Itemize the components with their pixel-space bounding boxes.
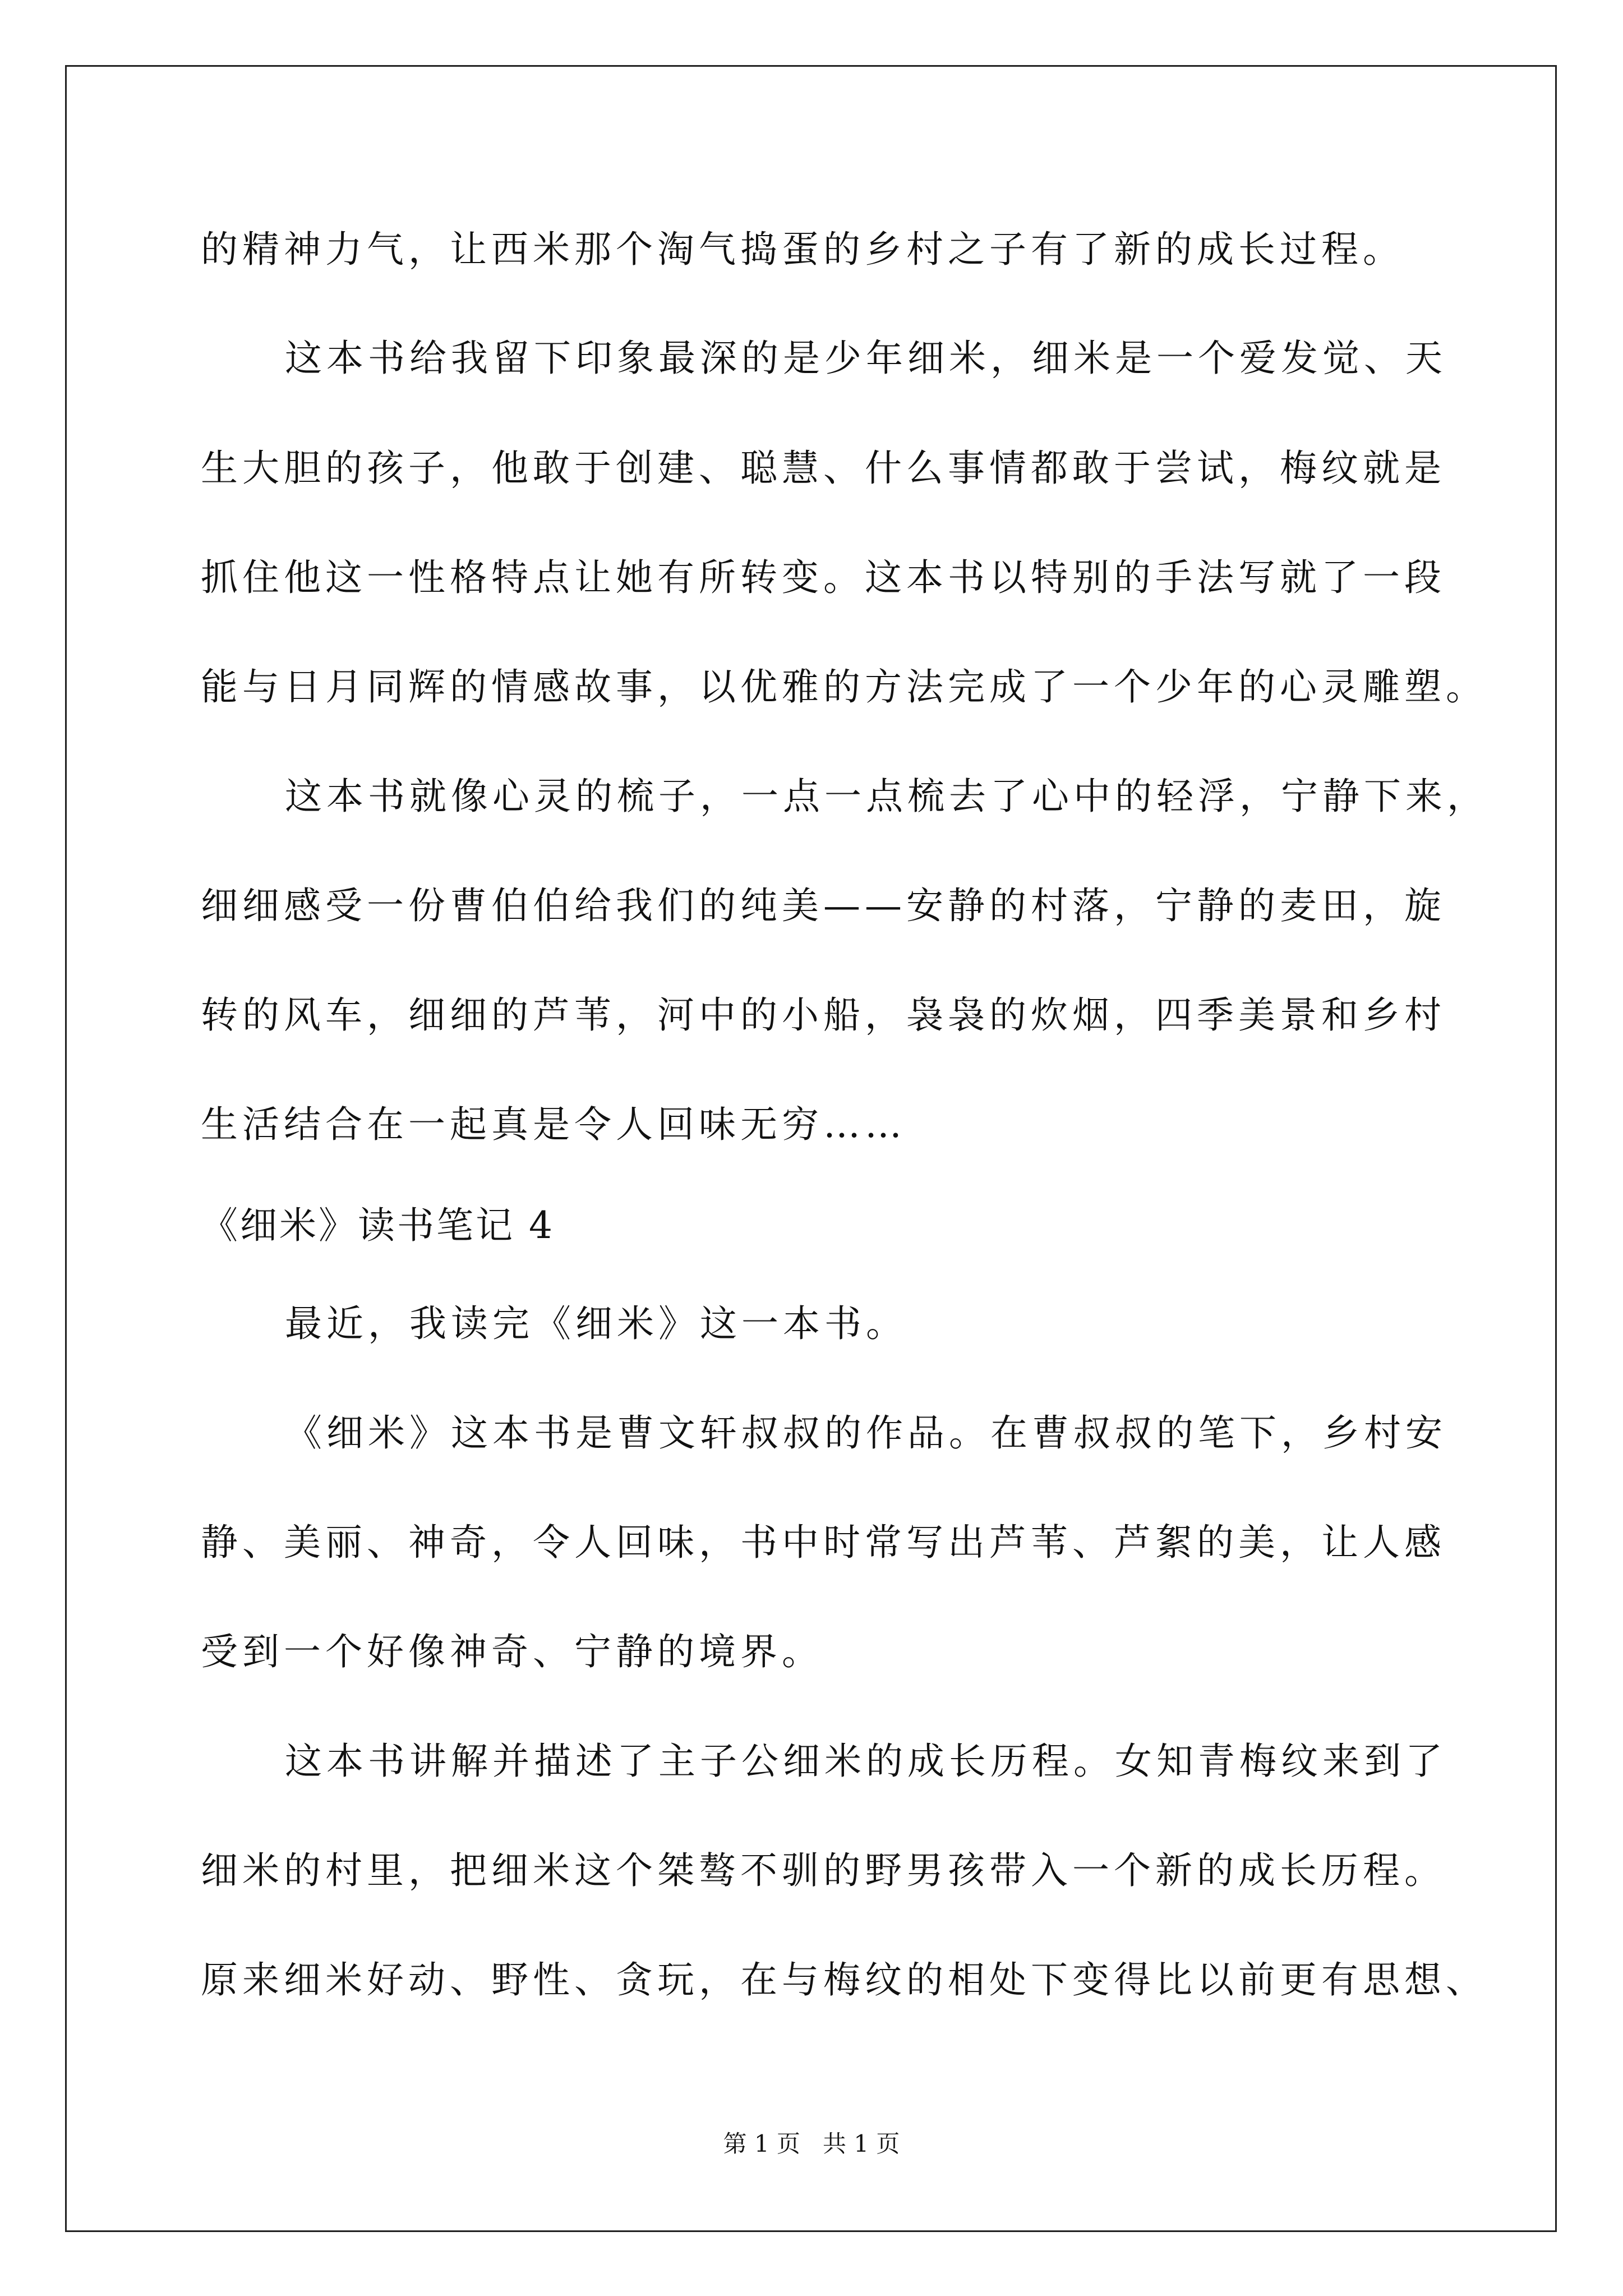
text-line: 转的风车，细细的芦苇，河中的小船，袅袅的炊烟，四季美景和乡村 — [201, 993, 1446, 1037]
text-line: 能与日月同辉的情感故事，以优雅的方法完成了一个少年的心灵雕塑。 — [201, 665, 1487, 708]
text-line: 静、美丽、神奇，令人回味，书中时常写出芦苇、芦絮的美，让人感 — [201, 1521, 1446, 1564]
section-heading: 《细米》读书笔记 4 — [201, 1204, 555, 1247]
text-line: 最近，我读完《细米》这一本书。 — [285, 1302, 907, 1345]
text-line: 这本书讲解并描述了主子公细米的成长历程。女知青梅纹来到了 — [285, 1740, 1447, 1783]
text-line: 《细米》这本书是曹文轩叔叔的作品。在曹叔叔的笔下，乡村安 — [285, 1411, 1447, 1455]
text-line: 这本书就像心灵的梳子，一点一点梳去了心中的轻浮，宁静下来， — [285, 775, 1488, 818]
text-line: 细细感受一份曹伯伯给我们的纯美——安静的村落，宁静的麦田，旋 — [201, 884, 1446, 927]
text-line: 生大胆的孩子，他敢于创建、聪慧、什么事情都敢于尝试，梅纹就是 — [201, 447, 1446, 490]
page-footer — [0, 2127, 1623, 2161]
text-line: 生活结合在一起真是令人回味无穷…… — [201, 1103, 906, 1146]
text-line: 受到一个好像神奇、宁静的境界。 — [201, 1630, 823, 1673]
text-line: 抓住他这一性格特点让她有所转变。这本书以特别的手法写就了一段 — [201, 556, 1446, 599]
text-line: 这本书给我留下印象最深的是少年细米，细米是一个爱发觉、天 — [285, 337, 1447, 380]
page-total: 共 1 页 — [823, 2130, 900, 2157]
text-line: 原来细米好动、野性、贪玩，在与梅纹的相处下变得比以前更有思想、 — [201, 1958, 1487, 2001]
text-line: 的精神力气，让西米那个淘气捣蛋的乡村之子有了新的成长过程。 — [201, 228, 1404, 271]
page-number: 第 1 页 — [723, 2130, 800, 2157]
text-line: 细米的村里，把细米这个桀骜不驯的野男孩带入一个新的成长历程。 — [201, 1849, 1446, 1892]
